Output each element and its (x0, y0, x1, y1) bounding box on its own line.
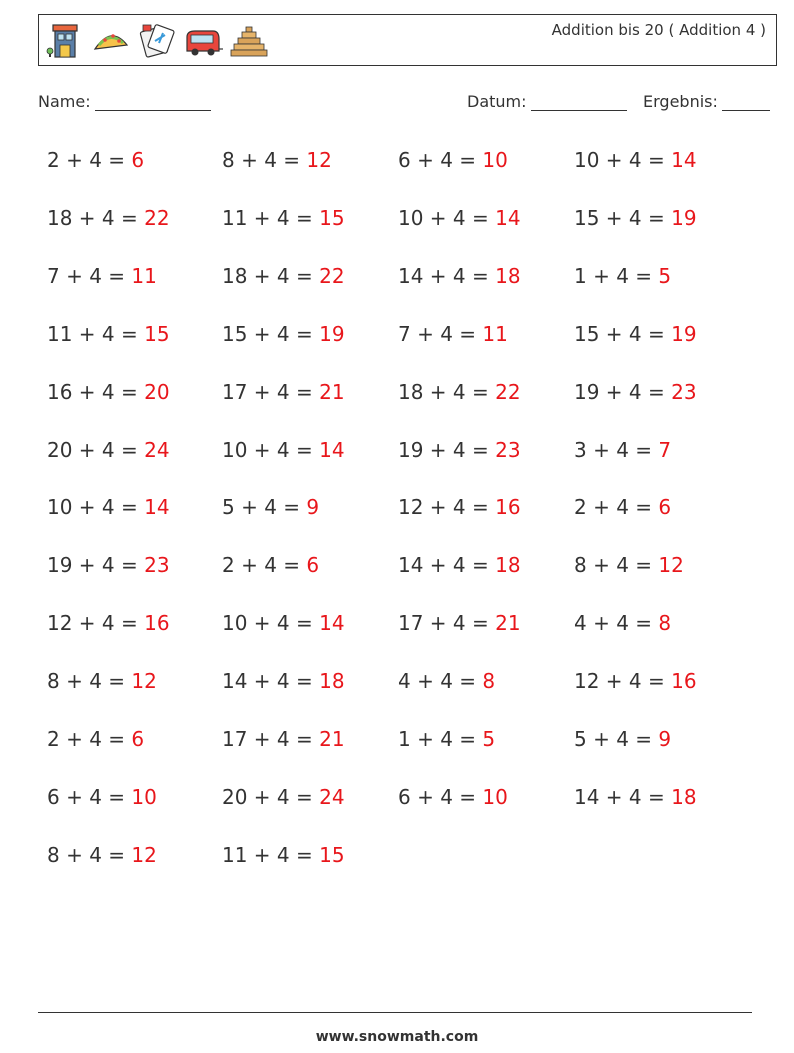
problem-item (398, 495, 521, 519)
problem-item (574, 495, 671, 519)
problem-question: 18 + 4 = (398, 379, 496, 404)
problem-item (574, 206, 697, 230)
problem-answer: 8 (482, 669, 496, 694)
problem-question: 3 + 4 = (574, 437, 659, 462)
problem-question: 17 + 4 = (222, 727, 320, 751)
problem-answer: 21 (319, 379, 345, 404)
problem-item (222, 669, 345, 693)
problem-question: 11 + 4 = (47, 321, 145, 346)
problem-question: 6 + 4 = (398, 148, 483, 172)
problem-item (47, 727, 144, 751)
problem-item (222, 206, 345, 230)
problem-question: 11 + 4 = (222, 842, 320, 867)
problem-question: 2 + 4 = (222, 553, 307, 578)
problem-answer: 19 (671, 205, 697, 230)
problem-question: 1 + 4 = (398, 727, 483, 751)
problem-question: 12 + 4 = (398, 495, 496, 520)
problem-answer: 16 (144, 611, 170, 636)
problem-answer: 10 (482, 784, 508, 809)
problem-item (398, 264, 521, 288)
problem-answer: 24 (319, 784, 345, 809)
problem-question: 19 + 4 = (47, 553, 145, 578)
problem-question: 18 + 4 = (222, 263, 320, 288)
result-label: Ergebnis: (643, 92, 718, 111)
problem-item (47, 843, 157, 867)
problem-question: 14 + 4 = (222, 669, 320, 694)
problem-item (222, 785, 345, 809)
footer-url[interactable]: www.snowmath.com (315, 1029, 479, 1045)
problem-question: 14 + 4 = (398, 263, 496, 288)
problem-item (47, 438, 170, 462)
problem-item (47, 611, 170, 635)
problem-item (574, 264, 671, 288)
problem-answer: 16 (495, 495, 521, 520)
footer-divider (38, 1012, 752, 1013)
problem-item (574, 553, 684, 577)
problem-question: 4 + 4 = (574, 611, 659, 636)
problem-question: 11 + 4 = (222, 205, 320, 230)
problem-answer: 19 (319, 321, 345, 346)
problem-item (574, 438, 671, 462)
problem-question: 7 + 4 = (398, 321, 483, 346)
problem-item (222, 322, 345, 346)
problem-question: 5 + 4 = (222, 495, 307, 520)
problem-item (222, 264, 345, 288)
problem-question: 14 + 4 = (398, 553, 496, 578)
problem-question: 2 + 4 = (574, 495, 659, 520)
problem-answer: 19 (671, 321, 697, 346)
problem-answer: 20 (144, 379, 170, 404)
problem-answer: 14 (671, 148, 697, 172)
problem-answer: 9 (306, 495, 320, 520)
problem-question: 7 + 4 = (47, 263, 132, 288)
problem-item (398, 553, 521, 577)
problem-question: 12 + 4 = (47, 611, 145, 636)
problem-item (574, 148, 697, 172)
problem-answer: 23 (495, 437, 521, 462)
problem-question: 16 + 4 = (47, 379, 145, 404)
problem-question: 8 + 4 = (47, 842, 132, 867)
problem-answer: 5 (482, 727, 496, 751)
problem-answer: 22 (319, 263, 345, 288)
worksheet-title: Addition bis 20 ( Addition 4 ) (551, 21, 766, 39)
name-line[interactable] (95, 94, 211, 111)
problem-item (574, 322, 697, 346)
problem-item (574, 785, 697, 809)
problem-item (222, 553, 319, 577)
date-label: Datum: (467, 92, 527, 111)
problem-item (222, 438, 345, 462)
problem-answer: 11 (482, 321, 508, 346)
problem-answer: 15 (319, 205, 345, 230)
problem-item (47, 322, 170, 346)
problem-answer: 15 (144, 321, 170, 346)
problem-question: 20 + 4 = (47, 437, 145, 462)
problem-question: 10 + 4 = (222, 437, 320, 462)
problem-answer: 21 (319, 727, 345, 751)
name-field (38, 92, 211, 111)
problem-question: 8 + 4 = (574, 553, 659, 578)
problem-answer: 6 (658, 495, 672, 520)
problem-item (47, 264, 157, 288)
problem-answer: 22 (144, 205, 170, 230)
problem-item (398, 148, 508, 172)
problem-answer: 18 (319, 669, 345, 694)
problem-question: 15 + 4 = (574, 321, 672, 346)
problem-item (222, 148, 332, 172)
problem-answer: 6 (131, 727, 145, 751)
problem-answer: 22 (495, 379, 521, 404)
problem-item (47, 669, 157, 693)
problem-answer: 12 (131, 842, 157, 867)
problem-question: 19 + 4 = (398, 437, 496, 462)
problem-question: 8 + 4 = (222, 148, 307, 172)
problem-question: 10 + 4 = (222, 611, 320, 636)
problem-item (47, 380, 170, 404)
name-label: Name: (38, 92, 91, 111)
problem-answer: 12 (658, 553, 684, 578)
problem-item (47, 206, 170, 230)
problem-item (398, 669, 495, 693)
problem-item (398, 438, 521, 462)
problem-question: 10 + 4 = (47, 495, 145, 520)
taco-icon (91, 21, 131, 61)
problem-question: 5 + 4 = (574, 727, 659, 751)
problem-question: 14 + 4 = (574, 784, 672, 809)
problem-question: 4 + 4 = (398, 669, 483, 694)
problem-question: 15 + 4 = (222, 321, 320, 346)
problem-answer: 16 (671, 669, 697, 694)
result-line[interactable] (722, 94, 770, 111)
problem-question: 20 + 4 = (222, 784, 320, 809)
problem-item (398, 206, 521, 230)
problem-answer: 23 (671, 379, 697, 404)
problem-question: 15 + 4 = (574, 205, 672, 230)
date-line[interactable] (531, 94, 627, 111)
problem-question: 10 + 4 = (398, 205, 496, 230)
problem-answer: 7 (658, 437, 672, 462)
problem-answer: 15 (319, 842, 345, 867)
problem-answer: 12 (306, 148, 332, 172)
problem-item (574, 380, 697, 404)
pyramid-icon (229, 21, 269, 61)
problem-question: 2 + 4 = (47, 727, 132, 751)
problem-item (47, 785, 157, 809)
problem-answer: 6 (306, 553, 320, 578)
problem-answer: 18 (495, 263, 521, 288)
travel-ticket-icon (137, 21, 177, 61)
problem-answer: 9 (658, 727, 672, 751)
problem-item (574, 727, 671, 751)
header-icons (45, 21, 269, 61)
problem-question: 17 + 4 = (398, 611, 496, 636)
camper-van-icon (183, 21, 223, 61)
problem-item (398, 785, 508, 809)
problem-question: 6 + 4 = (398, 784, 483, 809)
problem-answer: 18 (495, 553, 521, 578)
problem-item (222, 380, 345, 404)
problem-answer: 14 (144, 495, 170, 520)
date-field (467, 92, 627, 111)
problem-item (47, 495, 170, 519)
problem-answer: 6 (131, 148, 145, 172)
problem-question: 19 + 4 = (574, 379, 672, 404)
problem-question: 8 + 4 = (47, 669, 132, 694)
problem-item (222, 495, 319, 519)
problem-question: 17 + 4 = (222, 379, 320, 404)
problem-question: 6 + 4 = (47, 784, 132, 809)
problem-item (398, 611, 521, 635)
shop-icon (45, 21, 85, 61)
problem-item (398, 322, 508, 346)
problem-answer: 21 (495, 611, 521, 636)
problem-question: 18 + 4 = (47, 205, 145, 230)
problem-item (222, 611, 345, 635)
problem-item (222, 727, 345, 751)
problem-answer: 14 (495, 205, 521, 230)
problem-item (47, 148, 144, 172)
problem-answer: 12 (131, 669, 157, 694)
problem-item (222, 843, 345, 867)
problem-item (574, 611, 671, 635)
problem-item (398, 727, 495, 751)
problem-question: 1 + 4 = (574, 263, 659, 288)
problem-answer: 5 (658, 263, 672, 288)
problem-item (574, 669, 697, 693)
problem-question: 10 + 4 = (574, 148, 672, 172)
problem-answer: 10 (131, 784, 157, 809)
problem-question: 12 + 4 = (574, 669, 672, 694)
problem-answer: 10 (482, 148, 508, 172)
problem-answer: 11 (131, 263, 157, 288)
problem-answer: 14 (319, 437, 345, 462)
problem-answer: 24 (144, 437, 170, 462)
problem-answer: 23 (144, 553, 170, 578)
header-box (38, 14, 777, 66)
problem-question: 2 + 4 = (47, 148, 132, 172)
problem-item (398, 380, 521, 404)
problem-answer: 18 (671, 784, 697, 809)
problem-answer: 8 (658, 611, 672, 636)
result-field (643, 92, 770, 111)
problem-item (47, 553, 170, 577)
problem-answer: 14 (319, 611, 345, 636)
